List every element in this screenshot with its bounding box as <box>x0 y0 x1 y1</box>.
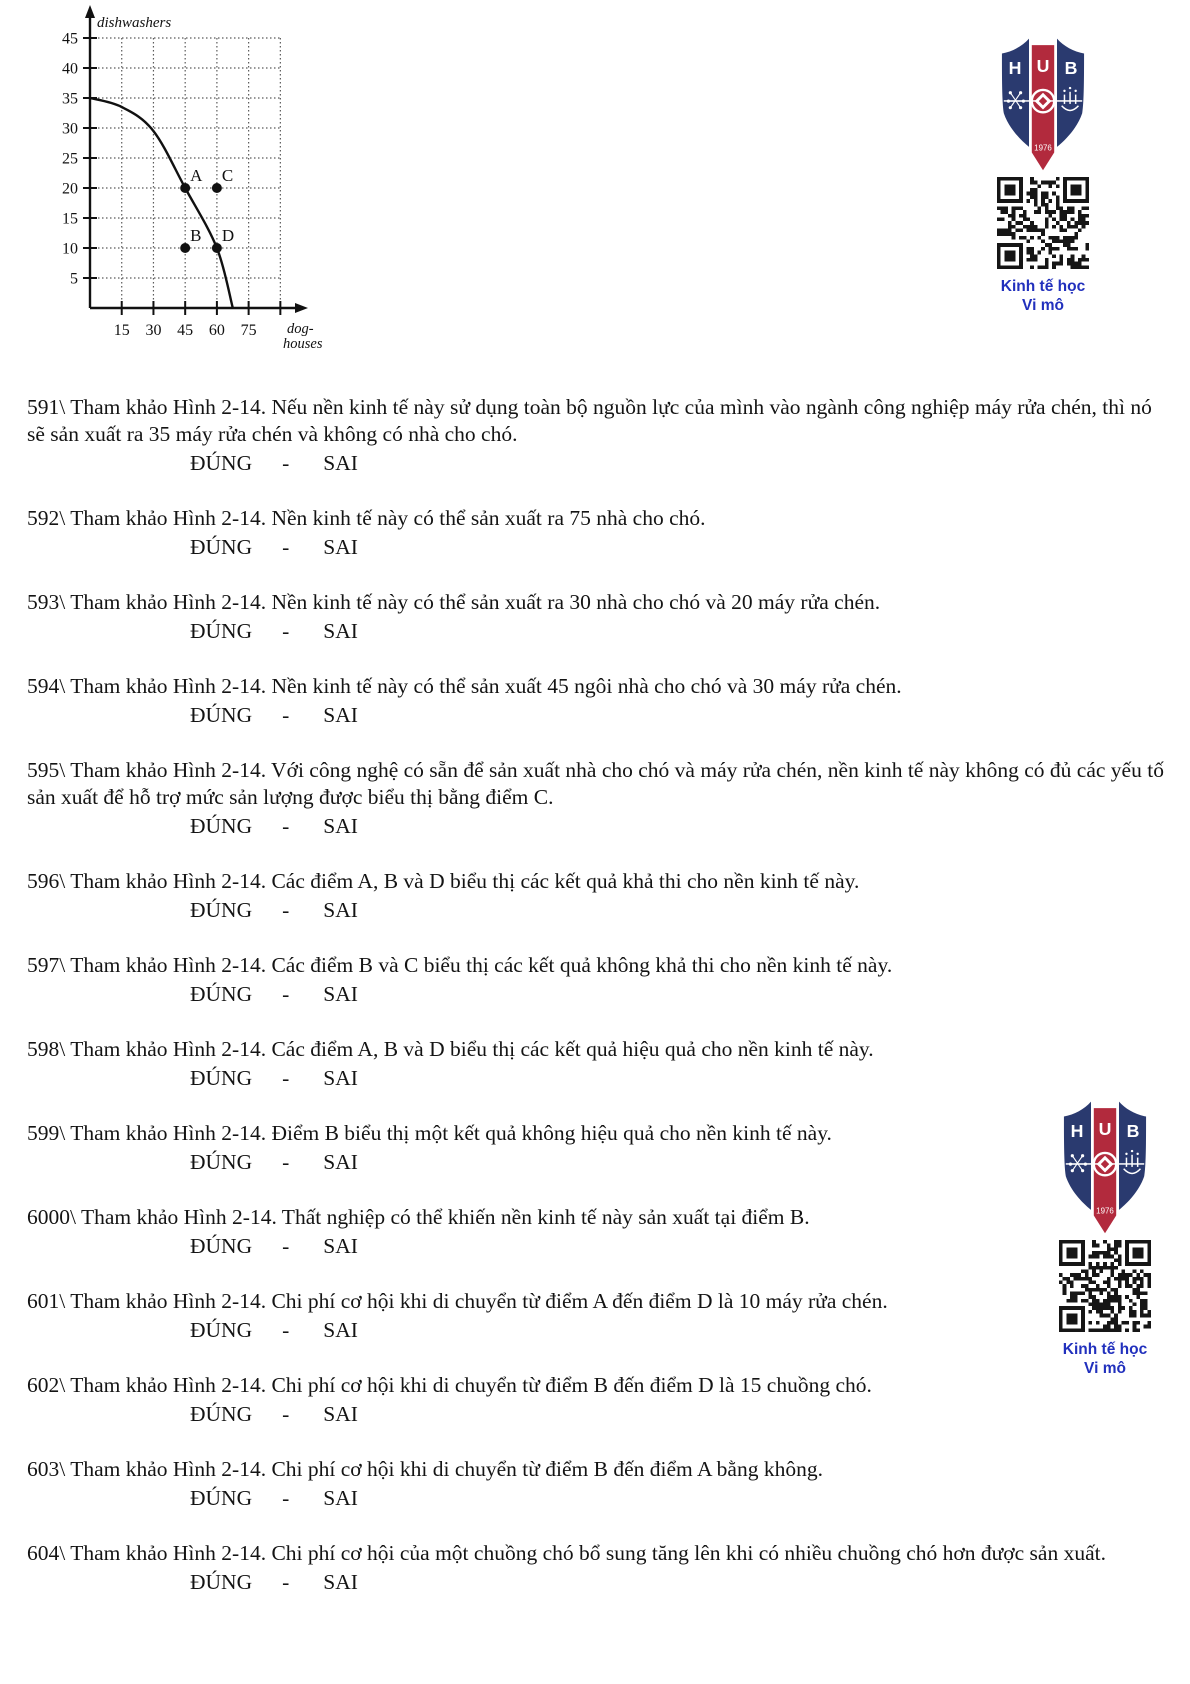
false-option[interactable]: SAI <box>323 1066 358 1090</box>
answer-separator: - <box>282 898 290 922</box>
hub-logo-block <box>994 33 1092 315</box>
true-option[interactable]: ĐÚNG <box>190 1402 253 1426</box>
answer-separator: - <box>282 703 290 727</box>
question-item <box>27 394 1167 477</box>
y-axis-arrow-icon <box>85 5 95 18</box>
logo-year: 1976 <box>1096 1206 1114 1216</box>
question-text <box>27 505 1167 532</box>
question-number: 601\ <box>27 1289 71 1313</box>
logo-year: 1976 <box>1034 143 1052 153</box>
qr-code <box>997 177 1089 269</box>
question-text <box>27 868 1167 895</box>
question-text <box>27 952 1167 979</box>
false-option[interactable]: SAI <box>323 814 358 838</box>
question-body: Tham khảo Hình 2-14. Các điểm A, B và D biểu thị các kết quả hiệu quả cho nền kinh tế này. <box>70 1037 874 1061</box>
question-item <box>27 952 1167 1008</box>
question-item <box>27 1372 1167 1428</box>
false-option[interactable]: SAI <box>323 1234 358 1258</box>
answer-row <box>27 450 1167 477</box>
question-text <box>27 1036 1167 1063</box>
false-option[interactable]: SAI <box>323 898 358 922</box>
question-number: 6000\ <box>27 1205 81 1229</box>
true-option[interactable]: ĐÚNG <box>190 1066 253 1090</box>
answer-row <box>27 1569 1167 1596</box>
question-number: 592\ <box>27 506 71 530</box>
answer-row <box>27 1485 1167 1512</box>
question-item <box>27 1204 1167 1260</box>
x-tick-label: 15 <box>113 322 130 339</box>
question-text <box>27 757 1167 811</box>
true-option[interactable]: ĐÚNG <box>190 982 253 1006</box>
y-tick-label: 15 <box>62 210 78 228</box>
coin-emblem-icon <box>1032 90 1054 112</box>
x-axis-arrow-icon <box>295 303 308 313</box>
question-item <box>27 1540 1167 1596</box>
true-option[interactable]: ĐÚNG <box>190 1318 253 1342</box>
answer-row <box>27 1401 1167 1428</box>
qr-caption-line2: Vi mô <box>1084 1360 1126 1377</box>
question-text <box>27 673 1167 700</box>
false-option[interactable]: SAI <box>323 703 358 727</box>
false-option[interactable]: SAI <box>323 1318 358 1342</box>
false-option[interactable]: SAI <box>323 982 358 1006</box>
question-body: Tham khảo Hình 2-14. Chi phí cơ hội của một chuồng chó bổ sung tăng lên khi có nhiều chuồng chó hơn được sản xuất. <box>70 1541 1106 1565</box>
answer-row <box>27 702 1167 729</box>
false-option[interactable]: SAI <box>323 619 358 643</box>
true-option[interactable]: ĐÚNG <box>190 1570 253 1594</box>
answer-separator: - <box>282 1402 290 1426</box>
point-A <box>180 183 190 193</box>
question-body: Tham khảo Hình 2-14. Chi phí cơ hội khi di chuyển từ điểm A đến điểm D là 10 máy rửa chén. <box>70 1289 888 1313</box>
false-option[interactable]: SAI <box>323 451 358 475</box>
answer-row <box>27 1065 1167 1092</box>
question-number: 595\ <box>27 758 71 782</box>
false-option[interactable]: SAI <box>323 1486 358 1510</box>
y-tick-label: 20 <box>62 180 78 198</box>
answer-row <box>27 897 1167 924</box>
false-option[interactable]: SAI <box>323 1150 358 1174</box>
question-item <box>27 589 1167 645</box>
answer-separator: - <box>282 1570 290 1594</box>
question-number: 596\ <box>27 869 71 893</box>
answer-separator: - <box>282 1486 290 1510</box>
question-text <box>27 1540 1167 1567</box>
question-item <box>27 868 1167 924</box>
question-item <box>27 673 1167 729</box>
y-tick-label: 30 <box>62 120 78 138</box>
point-label-B: B <box>190 226 202 245</box>
question-number: 602\ <box>27 1373 71 1397</box>
false-option[interactable]: SAI <box>323 1402 358 1426</box>
true-option[interactable]: ĐÚNG <box>190 814 253 838</box>
logo-letter-u: U <box>1036 56 1050 77</box>
answer-row <box>27 1149 1167 1176</box>
question-body: Tham khảo Hình 2-14. Nếu nền kinh tế này sử dụng toàn bộ nguồn lực của mình vào ngành công nghiệp máy rửa chén, thì nó sẽ sản xuất ra 35 máy rửa chén và không có nhà cho chó. <box>27 395 1152 446</box>
question-body: Tham khảo Hình 2-14. Các điểm A, B và D biểu thị các kết quả khả thi cho nền kinh tế này. <box>70 869 860 893</box>
question-item <box>27 1456 1167 1512</box>
x-axis-title-line2: houses <box>283 336 323 352</box>
true-option[interactable]: ĐÚNG <box>190 619 253 643</box>
question-body: Tham khảo Hình 2-14. Điểm B biểu thị một kết quả không hiệu quả cho nền kinh tế này. <box>70 1121 832 1145</box>
question-body: Tham khảo Hình 2-14. Nền kinh tế này có thể sản xuất ra 75 nhà cho chó. <box>70 506 706 530</box>
question-body: Tham khảo Hình 2-14. Nền kinh tế này có thể sản xuất 45 ngôi nhà cho chó và 30 máy rửa chén. <box>70 674 902 698</box>
question-number: 593\ <box>27 590 71 614</box>
qr-caption-line1: Kinh tế học <box>1062 1341 1148 1358</box>
true-option[interactable]: ĐÚNG <box>190 703 253 727</box>
question-body: Tham khảo Hình 2-14. Với công nghệ có sẵn để sản xuất nhà cho chó và máy rửa chén, nền kinh tế này không có đủ các yếu tố sản xuất để hỗ trợ mức sản lượng được biểu thị bằng điểm C. <box>27 758 1164 809</box>
x-tick-label: 60 <box>208 322 225 339</box>
x-axis-title-line1: dog- <box>287 321 314 337</box>
point-label-D: D <box>221 226 235 245</box>
y-tick-label: 35 <box>62 90 78 108</box>
qr-caption-line2: Vi mô <box>1022 297 1064 314</box>
question-item <box>27 1036 1167 1092</box>
x-tick-label: 75 <box>240 322 257 339</box>
question-item <box>27 1288 1167 1344</box>
question-body: Tham khảo Hình 2-14. Thất nghiệp có thể khiến nền kinh tế này sản xuất tại điểm B. <box>80 1205 810 1229</box>
logo-letter-u: U <box>1098 1119 1112 1140</box>
answer-row <box>27 813 1167 840</box>
ppf-curve <box>90 98 233 308</box>
question-text <box>27 394 1167 448</box>
y-tick-label: 25 <box>62 150 78 168</box>
answer-row <box>27 1317 1167 1344</box>
question-text <box>27 589 1167 616</box>
question-text <box>27 1372 1167 1399</box>
y-axis-title: dishwashers <box>97 15 172 31</box>
question-item <box>27 1120 1167 1176</box>
y-tick-label: 40 <box>62 60 78 78</box>
question-number: 594\ <box>27 674 71 698</box>
true-option[interactable]: ĐÚNG <box>190 535 253 559</box>
question-body: Tham khảo Hình 2-14. Chi phí cơ hội khi di chuyển từ điểm B đến điểm A bằng không. <box>70 1457 823 1481</box>
question-item <box>27 757 1167 840</box>
question-body: Tham khảo Hình 2-14. Nền kinh tế này có thể sản xuất ra 30 nhà cho chó và 20 máy rửa chén. <box>70 590 881 614</box>
question-number: 597\ <box>27 953 71 977</box>
answer-row <box>27 981 1167 1008</box>
question-number: 603\ <box>27 1457 71 1481</box>
question-text <box>27 1456 1167 1483</box>
logo-letter-b: B <box>1064 58 1078 79</box>
answer-separator: - <box>282 619 290 643</box>
question-number: 591\ <box>27 395 71 419</box>
answer-separator: - <box>282 451 290 475</box>
true-option[interactable]: ĐÚNG <box>190 451 253 475</box>
true-option[interactable]: ĐÚNG <box>190 898 253 922</box>
x-tick-label: 30 <box>145 322 162 339</box>
ppf-chart <box>0 0 335 360</box>
question-number: 598\ <box>27 1037 71 1061</box>
hub-shield-logo <box>998 33 1088 173</box>
logo-letter-h: H <box>1008 58 1022 79</box>
y-tick-label: 10 <box>62 240 78 258</box>
shield-left-panel <box>1002 39 1029 147</box>
question-text <box>27 1204 1167 1231</box>
answer-row <box>27 1233 1167 1260</box>
answer-separator: - <box>282 982 290 1006</box>
x-tick-label: 45 <box>177 322 194 339</box>
answer-separator: - <box>282 1234 290 1258</box>
true-option[interactable]: ĐÚNG <box>190 1150 253 1174</box>
answer-separator: - <box>282 1318 290 1342</box>
y-tick-label: 45 <box>62 30 78 48</box>
question-text <box>27 1120 1167 1147</box>
point-C <box>212 183 222 193</box>
answer-row <box>27 618 1167 645</box>
true-option[interactable]: ĐÚNG <box>190 1234 253 1258</box>
question-body: Tham khảo Hình 2-14. Các điểm B và C biểu thị các kết quả không khả thi cho nền kinh tế này. <box>70 953 893 977</box>
answer-separator: - <box>282 814 290 838</box>
point-label-A: A <box>190 166 203 185</box>
questions-list <box>27 394 1167 1624</box>
false-option[interactable]: SAI <box>323 1570 358 1594</box>
question-number: 599\ <box>27 1121 71 1145</box>
false-option[interactable]: SAI <box>323 535 358 559</box>
answer-row <box>27 534 1167 561</box>
answer-separator: - <box>282 535 290 559</box>
true-option[interactable]: ĐÚNG <box>190 1486 253 1510</box>
answer-separator: - <box>282 1150 290 1174</box>
question-text <box>27 1288 1167 1315</box>
point-label-C: C <box>221 166 234 185</box>
point-B <box>180 243 190 253</box>
point-D <box>212 243 222 253</box>
qr-caption-line1: Kinh tế học <box>1000 278 1086 295</box>
question-number: 604\ <box>27 1541 71 1565</box>
question-item <box>27 505 1167 561</box>
question-body: Tham khảo Hình 2-14. Chi phí cơ hội khi di chuyển từ điểm B đến điểm D là 15 chuồng chó. <box>70 1373 872 1397</box>
y-tick-label: 5 <box>70 270 78 288</box>
logo-letter-h: H <box>1070 1121 1084 1142</box>
qr-caption <box>994 277 1092 315</box>
answer-separator: - <box>282 1066 290 1090</box>
logo-letter-b: B <box>1126 1121 1140 1142</box>
